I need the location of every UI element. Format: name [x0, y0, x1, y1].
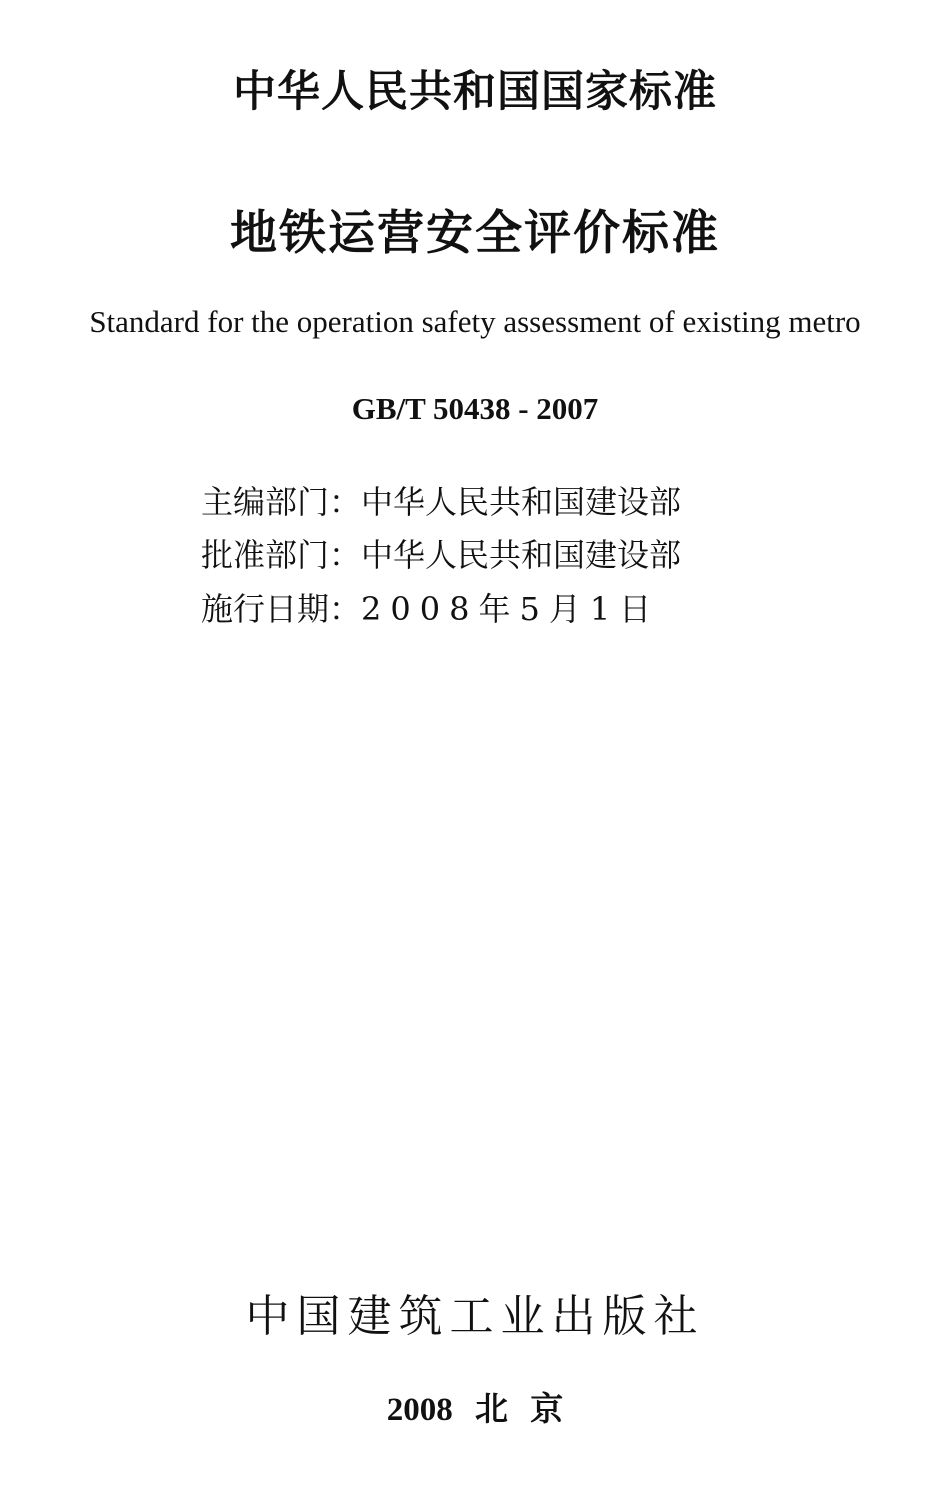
- meta-approver-row: [201, 530, 681, 576]
- standard-code: GB/T 50438 - 2007: [351, 391, 599, 426]
- publication-year-place: 2008 北 京: [386, 1392, 564, 1428]
- publisher-name: 中国建筑工业出版社: [245, 1291, 705, 1342]
- date-label: 施行日期：: [201, 590, 362, 628]
- approver-value: 中华人民共和国建设部: [361, 536, 682, 574]
- document-title-chinese: 地铁运营安全评价标准: [230, 206, 720, 261]
- meta-date-row: [201, 584, 660, 630]
- approver-label: 批准部门：: [201, 536, 362, 574]
- meta-editor-row: [201, 477, 681, 523]
- date-value: 2008年5月1日: [361, 590, 661, 628]
- document-title-english: Standard for the operation safety assessment of existing metro: [89, 304, 861, 339]
- editor-value: 中华人民共和国建设部: [361, 483, 682, 521]
- editor-label: 主编部门：: [201, 483, 362, 521]
- national-standard-heading: 中华人民共和国国家标准: [233, 67, 717, 117]
